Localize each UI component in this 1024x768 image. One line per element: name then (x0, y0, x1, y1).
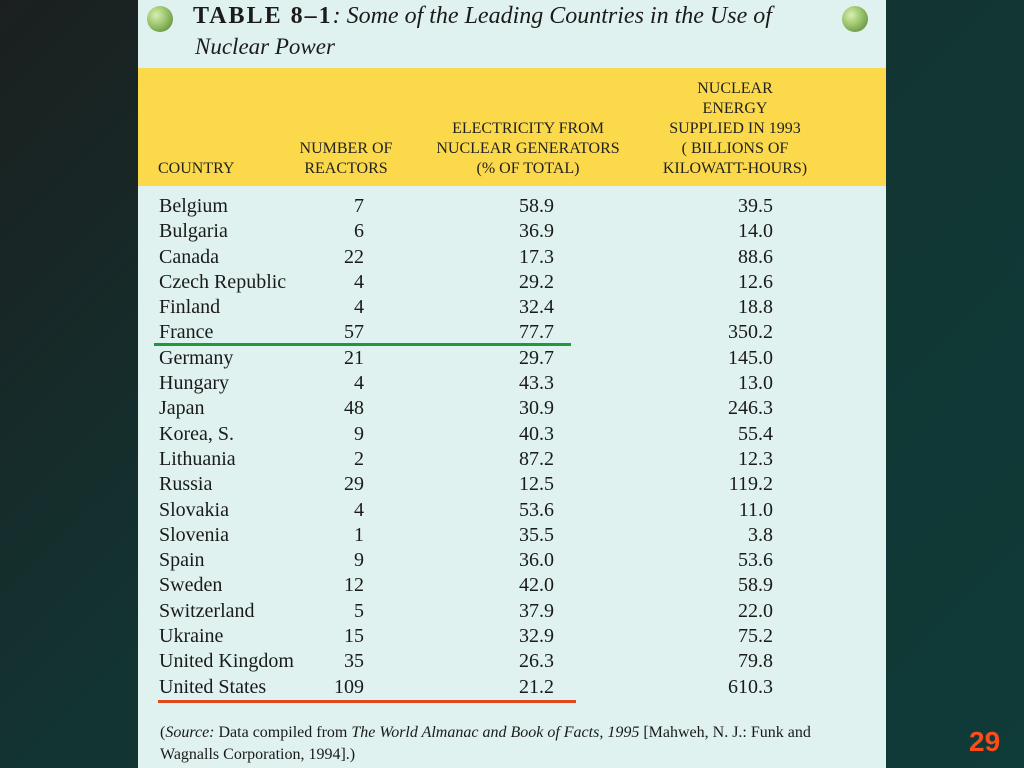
cell-energy: 39.5 (738, 195, 773, 217)
cell-energy: 18.8 (738, 296, 773, 319)
cell-country: Russia (159, 473, 213, 496)
cell-reactors: 4 (354, 372, 364, 395)
cell-country: Canada (159, 245, 219, 268)
table-row (138, 448, 886, 473)
table-row (138, 220, 886, 245)
cell-country: Ukraine (159, 625, 224, 648)
cell-energy: 12.3 (738, 447, 773, 470)
table-row (138, 574, 886, 599)
header-energy-line: ENERGY (702, 100, 768, 117)
cell-electricity: 43.3 (519, 372, 554, 395)
table-subtitle-line1: Some of the Leading Countries in the Use of (340, 3, 772, 29)
cell-electricity: 36.0 (519, 549, 554, 572)
united-states-highlight-underline (158, 700, 576, 703)
cell-energy: 246.3 (728, 397, 773, 420)
cell-energy: 119.2 (728, 473, 773, 496)
table-row (138, 195, 886, 220)
cell-electricity: 87.2 (519, 447, 554, 470)
table-row (138, 524, 886, 549)
header-electricity-line: ELECTRICITY FROM (452, 120, 604, 137)
table-row (138, 271, 886, 296)
cell-country: Finland (159, 296, 221, 319)
cell-electricity: 37.9 (519, 599, 554, 622)
table-row (138, 499, 886, 524)
cell-reactors: 21 (344, 346, 364, 369)
slide-number: 29 (969, 726, 1001, 757)
title-block (138, 0, 886, 68)
cell-electricity: 53.6 (519, 498, 554, 521)
table-page (138, 0, 886, 768)
cell-reactors: 29 (344, 473, 364, 496)
cell-energy: 22.0 (738, 599, 773, 622)
cell-reactors: 4 (354, 498, 364, 521)
cell-country: Czech Republic (159, 270, 287, 293)
cell-electricity: 29.7 (519, 346, 554, 369)
cell-country: Hungary (159, 372, 229, 395)
header-energy-line: ( BILLIONS OF (681, 140, 789, 157)
cell-reactors: 12 (344, 574, 364, 597)
table-title (193, 3, 772, 30)
header-reactors-line: REACTORS (304, 160, 388, 177)
cell-energy: 88.6 (738, 245, 773, 268)
cell-country: Japan (159, 397, 205, 420)
cell-energy: 145.0 (728, 346, 773, 369)
cell-energy: 53.6 (738, 549, 773, 572)
cell-country: Belgium (159, 195, 228, 217)
source-open-paren: ( (160, 724, 166, 741)
cell-country: France (159, 321, 214, 344)
table-row (138, 676, 886, 701)
source-label: Source: (165, 724, 215, 741)
cell-country: Sweden (159, 574, 223, 597)
cell-electricity: 36.9 (519, 220, 554, 243)
table-subtitle-line2: Nuclear Power (195, 34, 335, 59)
table-row (138, 650, 886, 675)
cell-energy: 14.0 (738, 220, 773, 243)
cell-reactors: 57 (344, 321, 364, 344)
table-row (138, 549, 886, 574)
cell-reactors: 9 (354, 549, 364, 572)
header-energy (640, 79, 830, 179)
cell-electricity: 42.0 (519, 574, 554, 597)
cell-reactors: 9 (354, 422, 364, 445)
france-highlight-underline (154, 343, 571, 346)
cell-country: Slovakia (159, 498, 229, 521)
cell-energy: 11.0 (738, 498, 773, 521)
cell-reactors: 7 (354, 195, 364, 217)
cell-electricity: 12.5 (519, 473, 554, 496)
table-row (138, 347, 886, 372)
bullet-icon-left (147, 6, 173, 32)
header-reactors (286, 139, 406, 179)
source-text: [Mahweh, N. J.: Funk and Wagnalls Corporation, 1994].) (160, 724, 811, 763)
header-electricity-line: NUCLEAR GENERATORS (436, 140, 620, 157)
cell-reactors: 6 (354, 220, 364, 243)
source-text: Data compiled from (214, 724, 352, 741)
cell-reactors: 5 (354, 599, 364, 622)
header-energy-line: KILOWATT-HOURS) (662, 160, 808, 177)
cell-electricity: 35.5 (519, 523, 554, 546)
cell-country: Spain (159, 549, 205, 572)
header-country: COUNTRY (158, 160, 235, 177)
cell-country: Germany (159, 346, 234, 369)
cell-reactors: 109 (334, 675, 364, 698)
header-electricity-line: (% OF TOTAL) (476, 160, 580, 177)
cell-electricity: 30.9 (519, 397, 554, 420)
header-electricity (418, 119, 638, 179)
table-row (138, 625, 886, 650)
table-row (138, 246, 886, 271)
table-row (138, 473, 886, 498)
cell-energy: 55.4 (738, 422, 773, 445)
cell-electricity: 32.4 (519, 296, 554, 319)
cell-country: Lithuania (159, 447, 236, 470)
cell-country: Bulgaria (159, 220, 228, 243)
cell-reactors: 4 (354, 296, 364, 319)
source-note (160, 722, 870, 766)
cell-energy: 58.9 (738, 574, 773, 597)
table-row (138, 397, 886, 422)
cell-energy: 3.8 (748, 523, 773, 546)
cell-country: Switzerland (159, 599, 255, 622)
table-row (138, 600, 886, 625)
header-energy-line: NUCLEAR (697, 80, 773, 97)
header-energy-line: SUPPLIED IN 1993 (669, 120, 801, 137)
cell-reactors: 35 (344, 650, 364, 673)
title-colon: : (332, 3, 341, 29)
table-body (138, 195, 886, 701)
cell-energy: 12.6 (738, 270, 773, 293)
cell-reactors: 15 (344, 625, 364, 648)
header-reactors-line: NUMBER OF (299, 140, 393, 157)
cell-reactors: 22 (344, 245, 364, 268)
cell-country: Slovenia (159, 523, 229, 546)
cell-energy: 610.3 (728, 675, 773, 698)
table-row (138, 296, 886, 321)
cell-energy: 79.8 (738, 650, 773, 673)
source-work-title: The World Almanac and Book of Facts, 1995 (351, 724, 640, 741)
table-label: TABLE 8–1 (193, 3, 333, 29)
cell-reactors: 4 (354, 270, 364, 293)
cell-electricity: 21.2 (519, 675, 554, 698)
cell-electricity: 26.3 (519, 650, 554, 673)
cell-electricity: 32.9 (519, 625, 554, 648)
cell-energy: 75.2 (738, 625, 773, 648)
cell-country: United Kingdom (159, 650, 294, 673)
table-row (138, 423, 886, 448)
cell-reactors: 1 (354, 523, 364, 546)
cell-reactors: 2 (354, 447, 364, 470)
table-row (138, 372, 886, 397)
cell-energy: 350.2 (728, 321, 773, 344)
cell-country: United States (159, 675, 267, 698)
cell-reactors: 48 (344, 397, 364, 420)
table-header (138, 68, 886, 186)
cell-electricity: 58.9 (519, 195, 554, 217)
cell-country: Korea, S. (159, 422, 234, 445)
bullet-icon-right (842, 6, 868, 32)
cell-electricity: 77.7 (519, 321, 554, 344)
cell-electricity: 40.3 (519, 422, 554, 445)
cell-electricity: 17.3 (519, 245, 554, 268)
cell-electricity: 29.2 (519, 270, 554, 293)
cell-energy: 13.0 (738, 372, 773, 395)
